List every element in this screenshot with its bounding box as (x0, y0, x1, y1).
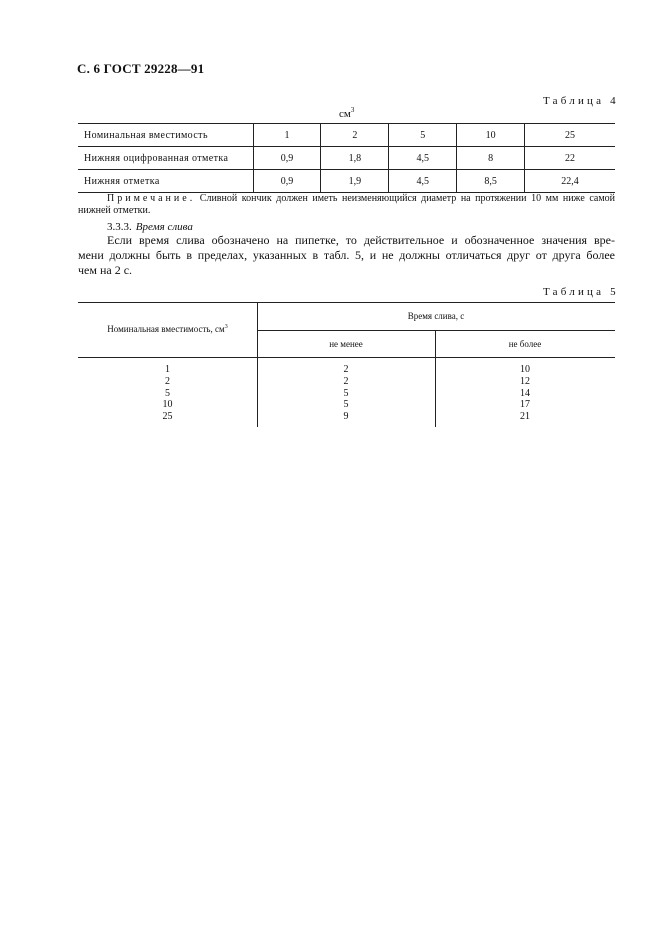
table4-cell: 8 (457, 147, 525, 170)
table4-cell: 4,5 (389, 147, 457, 170)
table4-cell: 5 (389, 124, 457, 147)
table5-cell: 17 (520, 399, 530, 411)
table4-unit (339, 106, 354, 120)
table5-border-top (78, 302, 615, 303)
table5-header-time: Время слива, с (407, 311, 465, 321)
table4-cell: 8,5 (457, 170, 525, 193)
table5-column-min (257, 364, 435, 423)
table5-cell: 2 (343, 375, 349, 387)
table5-header-bottom (78, 357, 615, 358)
table4-cell: 25 (525, 124, 616, 147)
paragraph-line: Если время слива обозначено на пипетке, то действительное и обозначенное значения вре- (107, 233, 615, 247)
table4-cell: 1,8 (321, 147, 389, 170)
table4-cell: 10 (457, 124, 525, 147)
page-header: С. 6 ГОСТ 29228—91 (77, 61, 205, 76)
table5-cell: 12 (520, 375, 530, 387)
table5-header-capacity-text: Номинальная вместимость, см (107, 324, 225, 334)
table4-caption: Таблица 4 (543, 95, 619, 107)
table4-note (78, 193, 615, 217)
table5-cell: 2 (165, 375, 170, 387)
paragraph-line: мени должны быть в пределах, указанных в табл. 5, и не должны отличаться друг от друга более (78, 248, 615, 262)
note-text: Сливной кончик должен иметь неизменяющийся диаметр на протяжении 10 мм ниже самой нижней отметки. (78, 193, 616, 216)
table4-cell: 22,4 (525, 170, 616, 193)
table-row (78, 170, 615, 193)
table4-cell: 1,9 (321, 170, 389, 193)
table5-column-max (435, 364, 615, 423)
table5-cell: 14 (520, 387, 530, 399)
table4-row-label: Нижняя отметка (78, 170, 253, 193)
table5-cell: 9 (343, 411, 349, 423)
table4-row-label: Нижняя оцифрованная отметка (78, 147, 253, 170)
table4-unit-base: см (339, 108, 351, 120)
table5-header-capacity (78, 324, 257, 334)
note-label: Примечание. (107, 193, 196, 204)
table5-cell: 10 (162, 399, 173, 411)
section-number: 3.3.3. (107, 221, 132, 233)
table5-cell: 5 (165, 387, 170, 399)
table5-cell: 25 (162, 411, 173, 423)
table5-header-capacity-exp: 3 (224, 324, 228, 330)
table-row (78, 147, 615, 170)
table5-cell: 5 (343, 387, 349, 399)
section-heading (107, 221, 193, 233)
table4-cell: 22 (525, 147, 616, 170)
table5-cell: 2 (343, 364, 349, 375)
table5-header-max: не более (508, 339, 542, 349)
paragraph-line: чем на 2 с. (78, 263, 133, 277)
table4-cell: 0,9 (253, 147, 321, 170)
table5-header-min: не менее (329, 339, 363, 349)
table4-cell: 4,5 (389, 170, 457, 193)
table4 (78, 123, 615, 193)
section-paragraph (78, 233, 615, 278)
table5-column-capacity (78, 364, 257, 423)
table4-cell: 2 (321, 124, 389, 147)
table5-cell: 5 (343, 399, 349, 411)
table4-unit-exp: 3 (350, 106, 355, 114)
table5-cell: 10 (520, 364, 530, 375)
table5-cell: 21 (520, 411, 530, 423)
table5-header-divider (257, 330, 615, 331)
table4-cell: 1 (253, 124, 321, 147)
table4-row-label: Номинальная вместимость (78, 124, 253, 147)
table5-caption: Таблица 5 (543, 286, 619, 298)
section-title: Время слива (135, 221, 193, 233)
table5-cell: 1 (165, 364, 170, 375)
table4-cell: 0,9 (253, 170, 321, 193)
table-row (78, 124, 615, 147)
